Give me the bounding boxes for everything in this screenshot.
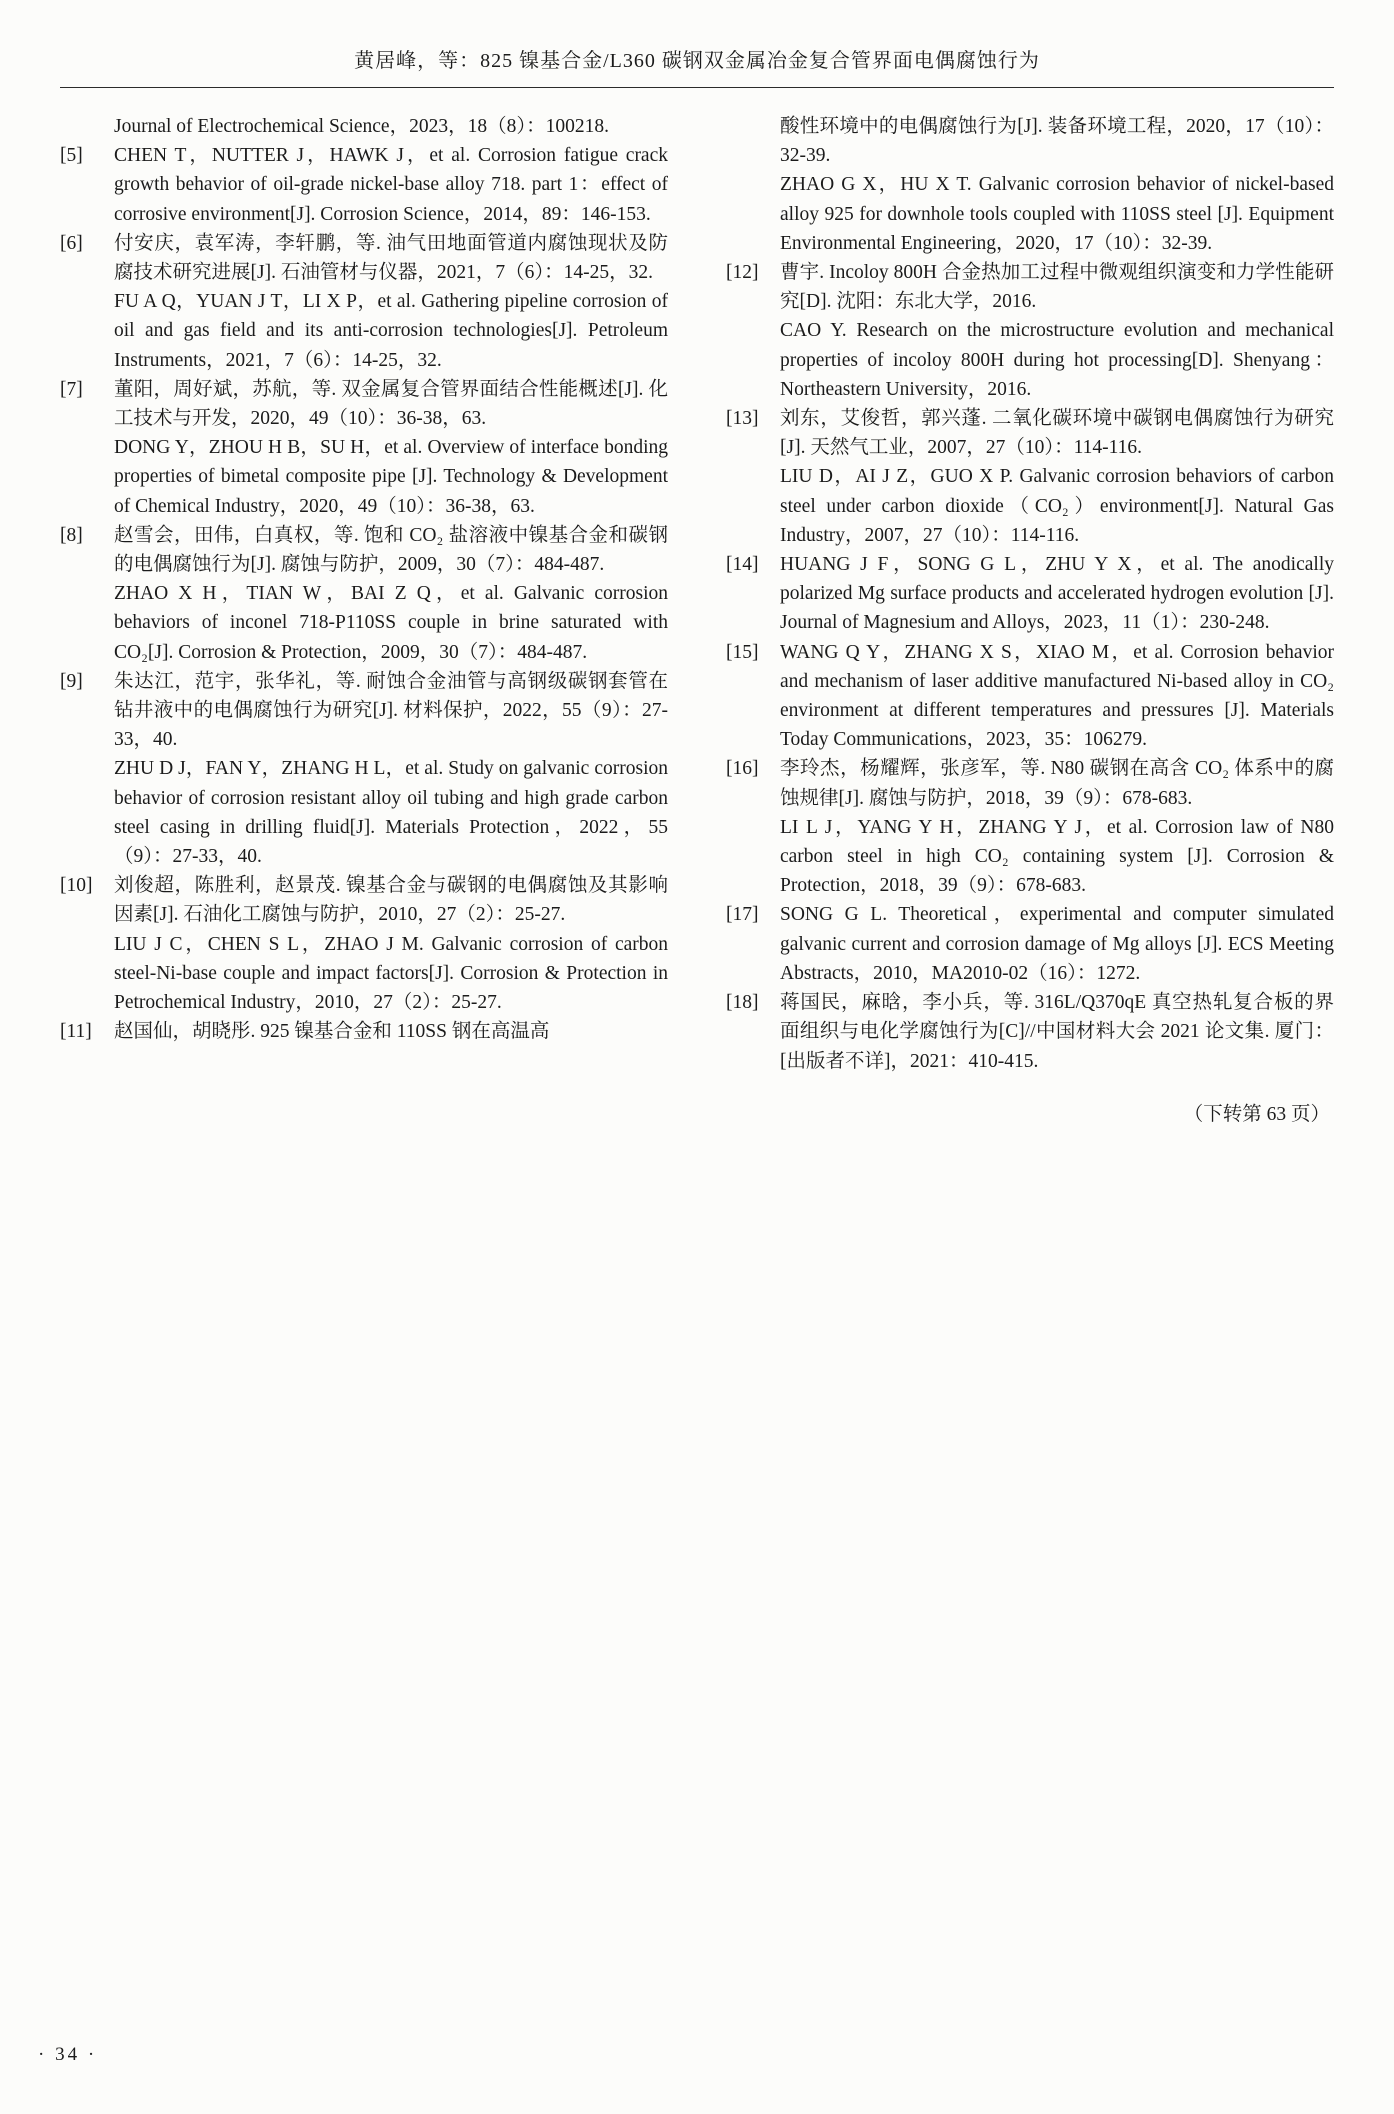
reference-text: LI L J，YANG Y H，ZHANG Y J，et al. Corrosion law of N80 carbon steel in high CO₂ containing system [J]. Corrosion & Protection，2018，39（9）：678-683. [780, 816, 1334, 897]
running-head-title: 黄居峰，等：825 镍基合金/L360 碳钢双金属冶金复合管界面电偶腐蚀行为 [354, 50, 1040, 72]
reference-body [114, 667, 668, 871]
reference-text: 李玲杰，杨耀辉，张彦军，等. N80 碳钢在高含 CO₂ 体系中的腐蚀规律[J]. 腐蚀与防护，2018，39（9）：678-683. [780, 758, 1334, 809]
reference-body [780, 988, 1334, 1076]
reference-text: WANG Q Y，ZHANG X S，XIAO M，et al. Corrosion behavior and mechanism of laser additive manufactured Ni-based alloy in CO₂ environment at different temperatures and pressures [J]. Materials Today Communications，2023，35：106279. [780, 641, 1334, 751]
reference-item [726, 404, 1334, 550]
reference-item [726, 258, 1334, 404]
reference-item [60, 521, 668, 667]
reference-list-right [726, 112, 1334, 1076]
page-header [60, 38, 1334, 88]
reference-text: FU A Q，YUAN J T，LI X P，et al. Gathering pipeline corrosion of oil and gas field and its anti-corrosion technologies[J]. Petroleum Instruments，2021，7（6）：14-25，32. [114, 291, 668, 371]
reference-text: ZHU D J，FAN Y，ZHANG H L，et al. Study on galvanic corrosion behavior of corrosion resistant alloy oil tubing and high grade carbon steel casing in drilling fluid[J]. Materials Protection，2022，55（9）：27-33，40. [114, 758, 668, 868]
reference-label: [7] [60, 378, 83, 400]
column-left [60, 112, 668, 1129]
reference-item [726, 638, 1334, 755]
reference-text: HUANG J F，SONG G L，ZHU Y X，et al. The anodically polarized Mg surface products and accelerated hydrogen evolution [J]. Journal of Magnesium and Alloys，2023，11（1）：230-248. [780, 554, 1334, 634]
reference-label: [13] [726, 408, 759, 430]
reference-label: [18] [726, 992, 759, 1014]
reference-text: 刘东，艾俊哲，郭兴蓬. 二氧化碳环境中碳钢电偶腐蚀行为研究[J]. 天然气工业，2007，27（10）：114-116. [780, 408, 1334, 459]
reference-text: CAO Y. Research on the microstructure evolution and mechanical properties of incoloy 800H during hot processing[D]. Shenyang：Northeastern University，2016. [780, 320, 1334, 400]
continuation-note: （下转第 63 页） [1183, 1103, 1330, 1125]
reference-label: [15] [726, 641, 759, 663]
reference-item [726, 900, 1334, 988]
reference-text: 付安庆，袁军涛，李轩鹏，等. 油气田地面管道内腐蚀现状及防腐技术研究进展[J]. 石油管材与仪器，2021，7（6）：14-25，32. [114, 232, 668, 284]
reference-body [114, 141, 668, 229]
reference-label: [12] [726, 262, 759, 284]
column-right [726, 112, 1334, 1129]
reference-body [780, 638, 1334, 755]
reference-item [726, 754, 1334, 900]
reference-body [780, 900, 1334, 988]
reference-item [60, 229, 668, 375]
reference-body [114, 521, 668, 667]
reference-label: [16] [726, 758, 759, 780]
reference-text: Journal of Electrochemical Science，2023，18（8）：100218. [114, 116, 609, 137]
reference-item [726, 550, 1334, 638]
reference-body [114, 1017, 668, 1046]
reference-body [780, 112, 1334, 258]
reference-text: 赵国仙，胡晓彤. 925 镍基合金和 110SS 钢在高温高 [114, 1021, 550, 1043]
reference-text: LIU J C，CHEN S L，ZHAO J M. Galvanic corrosion of carbon steel-Ni-base couple and impact factors[J]. Corrosion & Protection in Petrochemical Industry，2010，27（2）：25-27. [114, 933, 668, 1014]
reference-list-left [60, 112, 668, 1047]
reference-text: LIU D，AI J Z，GUO X P. Galvanic corrosion behaviors of carbon steel under carbon dioxide（CO₂）environment[J]. Natural Gas Industry，2007，27（10）：114-116. [780, 466, 1334, 546]
reference-text: 曹宇. Incoloy 800H 合金热加工过程中微观组织演变和力学性能研究[D]. 沈阳：东北大学，2016. [780, 262, 1334, 313]
reference-item [60, 667, 668, 871]
reference-text: 刘俊超，陈胜利，赵景茂. 镍基合金与碳钢的电偶腐蚀及其影响因素[J]. 石油化工腐蚀与防护，2010，27（2）：25-27. [114, 875, 668, 926]
reference-text: 朱达江，范宇，张华礼，等. 耐蚀合金油管与高钢级碳钢套管在钻井液中的电偶腐蚀行为研究[J]. 材料保护，2022，55（9）：27-33，40. [114, 670, 668, 751]
reference-body [114, 871, 668, 1017]
reference-text: CHEN T，NUTTER J，HAWK J，et al. Corrosion fatigue crack growth behavior of oil-grade nickel-base alloy 718. part 1：effect of corrosive environment[J]. Corrosion Science，2014，89：146-153. [114, 145, 668, 225]
reference-label: [8] [60, 524, 83, 546]
reference-label: [14] [726, 554, 759, 576]
page-footer [38, 2044, 97, 2066]
reference-item [60, 141, 668, 229]
reference-label: [5] [60, 145, 83, 167]
reference-text: 酸性环境中的电偶腐蚀行为[J]. 装备环境工程，2020，17（10）：32-39. [780, 116, 1334, 167]
reference-text: 蒋国民，麻晗，李小兵，等. 316L/Q370qE 真空热轧复合板的界面组织与电化学腐蚀行为[C]//中国材料大会 2021 论文集. 厦门：[出版者不详]，2021：410-415. [780, 992, 1334, 1072]
references-columns [60, 112, 1334, 1129]
reference-body [780, 258, 1334, 404]
reference-item [60, 1017, 668, 1046]
reference-label: [6] [60, 232, 83, 254]
reference-body [114, 229, 668, 375]
reference-text: ZHAO G X，HU X T. Galvanic corrosion behavior of nickel-based alloy 925 for downhole tools coupled with 110SS steel [J]. Equipment Environmental Engineering，2020，17（10）：32-39. [780, 174, 1334, 254]
reference-continuation [726, 112, 1334, 258]
reference-text: DONG Y，ZHOU H B，SU H，et al. Overview of interface bonding properties of bimetal composite pipe [J]. Technology & Development of Chemical Industry，2020，49（10）：36-38，63. [114, 437, 668, 517]
reference-body [114, 375, 668, 521]
reference-body [780, 550, 1334, 638]
reference-text: SONG G L. Theoretical，experimental and computer simulated galvanic current and corrosion damage of Mg alloys [J]. ECS Meeting Abstracts，2010，MA2010-02（16）：1272. [780, 904, 1334, 984]
reference-text: ZHAO X H，TIAN W，BAI Z Q，et al. Galvanic corrosion behaviors of inconel 718-P110SS couple in brine saturated with CO₂[J]. Corrosion & Protection，2009，30（7）：484-487. [114, 583, 668, 663]
reference-item [726, 988, 1334, 1076]
reference-label: [10] [60, 875, 93, 897]
reference-continuation [60, 112, 668, 141]
reference-label: [17] [726, 904, 759, 926]
reference-body [780, 404, 1334, 550]
reference-item [60, 375, 668, 521]
reference-body [114, 112, 668, 141]
reference-text: 董阳，周好斌，苏航，等. 双金属复合管界面结合性能概述[J]. 化工技术与开发，2020，49（10）：36-38，63. [114, 378, 668, 430]
reference-label: [11] [60, 1021, 92, 1043]
reference-text: 赵雪会，田伟，白真权，等. 饱和 CO₂ 盐溶液中镍基合金和碳钢的电偶腐蚀行为[J]. 腐蚀与防护，2009，30（7）：484-487. [114, 524, 668, 576]
reference-body [780, 754, 1334, 900]
reference-label: [9] [60, 670, 83, 692]
page-number: · 34 · [38, 2044, 98, 2065]
reference-item [60, 871, 668, 1017]
